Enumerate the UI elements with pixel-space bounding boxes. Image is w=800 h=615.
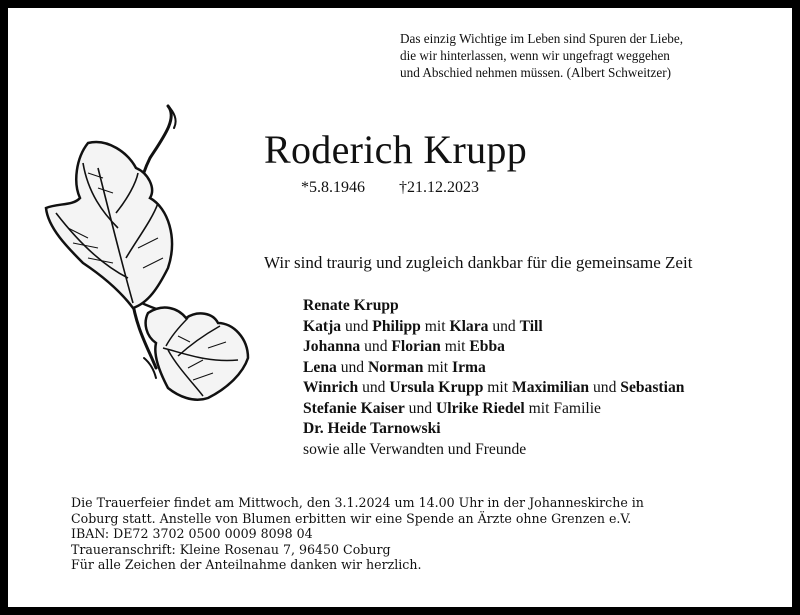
mourner-connector: und — [589, 379, 621, 396]
quote-line: die wir hinterlassen, wenn wir ungefragt weggehen — [400, 48, 670, 63]
footer-line: Die Trauerfeier findet am Mittwoch, den 3.1.2024 um 14.00 Uhr in der Johanneskirche in — [71, 495, 644, 510]
mourner-connector: mit — [423, 358, 453, 376]
death-date: †21.12.2023 — [399, 179, 479, 196]
mourner-row — [303, 399, 684, 420]
mourner-name: Maximilian — [511, 379, 590, 396]
mourner-name: Till — [519, 317, 543, 335]
mourner-name: Ulrike Riedel — [435, 399, 525, 417]
mourner-connector: und — [404, 399, 436, 417]
life-dates — [301, 178, 479, 198]
mourner-row — [303, 378, 684, 399]
address-line: Traueranschrift: Kleine Rosenau 7, 96450 Coburg — [71, 541, 391, 557]
mourner-name: Winrich — [303, 379, 359, 396]
mourner-name: Ebba — [469, 338, 505, 355]
mourner-connector: mit — [483, 379, 512, 396]
mourner-connector: und — [358, 379, 390, 396]
mourner-connector: mit — [420, 317, 450, 335]
mourner-row — [303, 337, 684, 358]
footer-notice — [71, 495, 751, 573]
quote-block — [400, 30, 760, 81]
quote-line: und Abschied nehmen müssen. (Albert Schweitzer) — [400, 65, 672, 80]
thanks-line: Für alle Zeichen der Anteilnahme danken wir herzlich. — [71, 557, 422, 572]
mourner-connector: und — [360, 338, 392, 355]
mourner-connector: mit Familie — [524, 399, 601, 417]
mourner-connector: und — [341, 317, 373, 335]
mourner-name: Lena — [303, 358, 337, 376]
quote-line: Das einzig Wichtige im Leben sind Spuren der Liebe, — [400, 31, 684, 46]
mourner-name: Dr. Heide Tarnowski — [303, 420, 441, 437]
mourner-row — [303, 419, 684, 440]
mourner-row — [303, 317, 684, 338]
mourner-name: Johanna — [303, 338, 361, 355]
mourner-name: Stefanie Kaiser — [303, 399, 405, 417]
ivy-branch-icon — [28, 98, 268, 418]
mourner-name: Philipp — [372, 317, 421, 335]
mourner-name: Sebastian — [620, 379, 685, 396]
mourner-name: Florian — [391, 338, 441, 355]
mourner-name: Irma — [452, 358, 486, 376]
mourner-name: Klara — [449, 317, 489, 335]
mourner-name: Ursula Krupp — [389, 379, 484, 396]
mourner-row — [303, 358, 684, 379]
gratitude-line: Wir sind traurig und zugleich dankbar für die gemeinsame Zeit — [264, 253, 693, 272]
footer-line: Coburg statt. Anstelle von Blumen erbitten wir eine Spende an Ärzte ohne Grenzen e.V. — [71, 510, 632, 526]
mourner-row — [303, 296, 684, 317]
lower-ivy-leaf — [146, 308, 248, 400]
mourner-connector: mit — [440, 338, 470, 355]
mourner-connector: und — [336, 358, 368, 376]
mourner-name: Norman — [367, 358, 424, 376]
mourner-row — [303, 440, 684, 461]
iban-line: IBAN: DE72 3702 0500 0009 8098 04 — [71, 526, 313, 541]
birth-date: *5.8.1946 — [301, 179, 365, 196]
mourner-name: Katja — [303, 317, 342, 335]
deceased-name: Roderich Krupp — [264, 127, 528, 172]
mourner-name: Renate Krupp — [303, 297, 399, 314]
mourners-list — [303, 296, 684, 460]
mourner-connector: und — [488, 317, 520, 335]
upper-ivy-leaf — [46, 142, 172, 308]
mourner-connector: sowie alle Verwandten und Freunde — [303, 440, 527, 458]
